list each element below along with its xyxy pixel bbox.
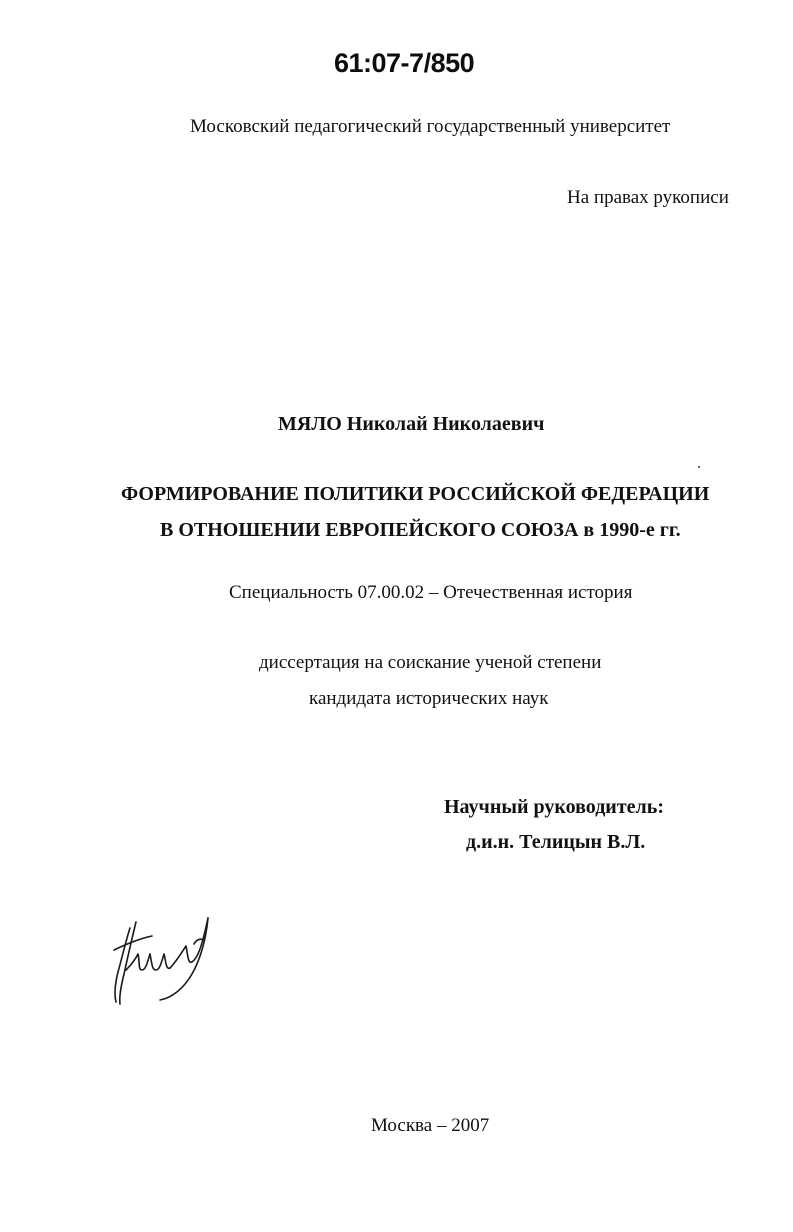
degree-line-1: диссертация на соискание ученой степени (259, 652, 602, 673)
university-name: Московский педагогический государственный университет (190, 116, 671, 137)
supervisor-label: Научный руководитель: (444, 796, 664, 818)
handwritten-signature-icon (108, 910, 218, 1010)
library-stamp: 61:07-7/850 (334, 48, 475, 78)
supervisor-name: д.и.н. Телицын В.Л. (466, 831, 646, 853)
author-name: МЯЛО Николай Николаевич (278, 413, 545, 435)
scan-speck (698, 466, 700, 468)
specialty: Специальность 07.00.02 – Отечественная история (229, 582, 633, 603)
degree-line-2: кандидата исторических наук (309, 688, 549, 709)
dissertation-title-line-1: ФОРМИРОВАНИЕ ПОЛИТИКИ РОССИЙСКОЙ ФЕДЕРАЦИИ (121, 483, 710, 505)
city-and-year: Москва – 2007 (371, 1115, 490, 1136)
manuscript-note: На правах рукописи (567, 187, 729, 208)
dissertation-title-line-2: В ОТНОШЕНИИ ЕВРОПЕЙСКОГО СОЮЗА в 1990-е гг. (160, 519, 681, 541)
